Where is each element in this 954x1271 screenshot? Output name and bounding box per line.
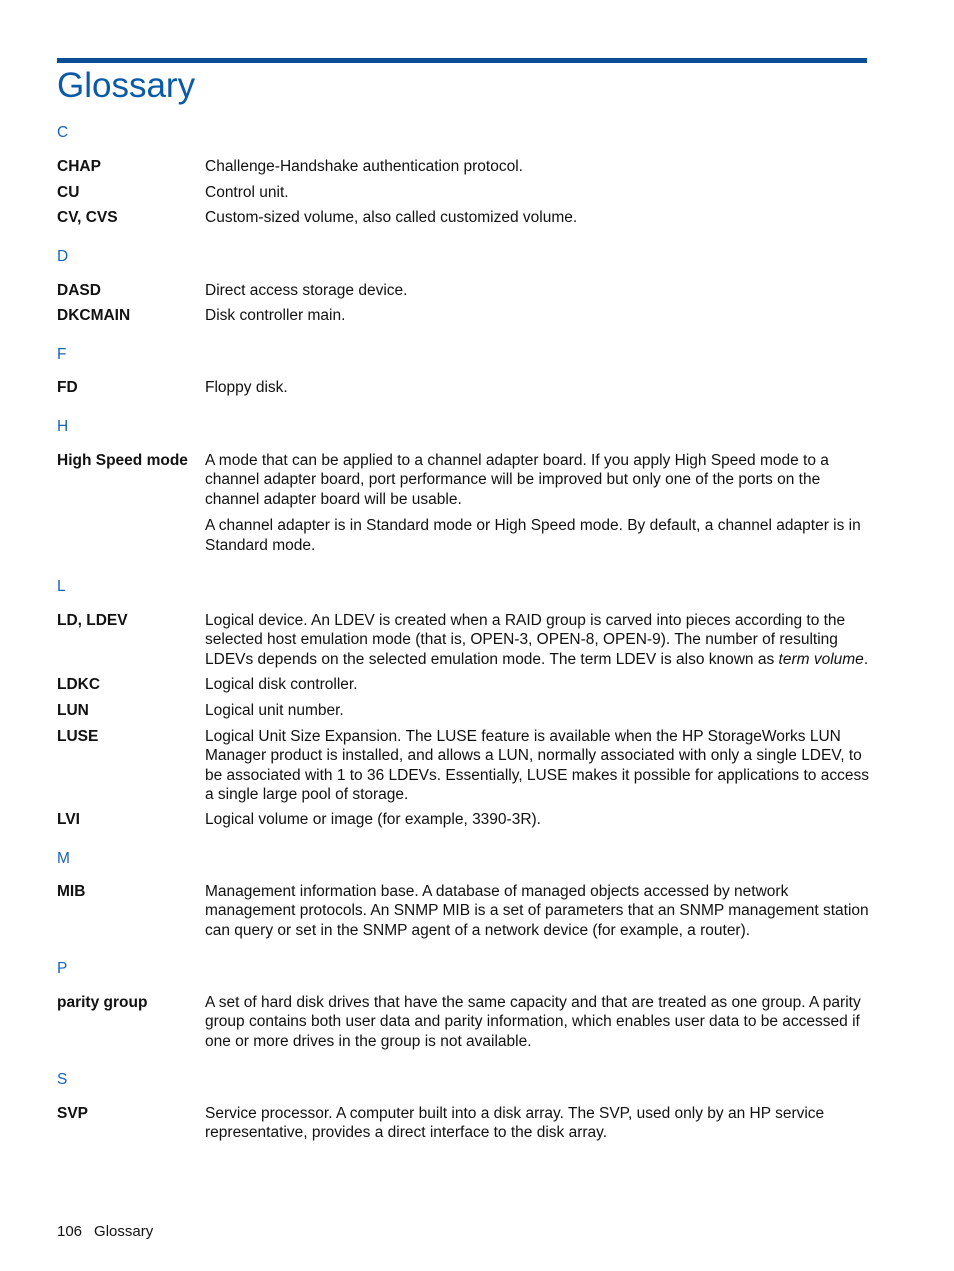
definition-mib: Management information base. A database of managed objects accessed by network management protocols. An SNMP MIB is a set of parameters that an SNMP management station can query or set in the SNMP agent of a network device (for example, a router). [205, 883, 869, 939]
section-letter-d: D [57, 248, 69, 265]
definition-dkcmain: Disk controller main. [205, 307, 346, 324]
term-luse: LUSE [57, 728, 99, 745]
term-ld-ldev: LD, LDEV [57, 612, 128, 629]
page-title: Glossary [57, 66, 196, 105]
definition-lvi: Logical volume or image (for example, 3390-3R). [205, 811, 541, 828]
term-high-speed-mode: High Speed mode [57, 452, 188, 469]
term-ldkc: LDKC [57, 676, 101, 693]
definition-ld-ldev: Logical device. An LDEV is created when a RAID group is carved into pieces according to the selected host emulation mode (that is, OPEN-3, OPEN-8, OPEN-9). The number of resulting LDEVs depends on the selected emulation mode. The term LDEV is also known as term volume. [205, 612, 869, 668]
term-parity-group: parity group [57, 994, 148, 1011]
title-rule [57, 58, 867, 63]
italic-term-volume: term volume [778, 650, 864, 668]
term-svp: SVP [57, 1105, 89, 1122]
definition-cv-cvs: Custom-sized volume, also called customized volume. [205, 209, 578, 226]
term-mib: MIB [57, 883, 86, 900]
section-letter-m: M [57, 850, 70, 867]
section-letter-f: F [57, 346, 67, 363]
term-chap: CHAP [57, 158, 101, 175]
definition-chap: Challenge-Handshake authentication protocol. [205, 158, 523, 175]
section-letter-s: S [57, 1071, 68, 1088]
term-lun: LUN [57, 702, 89, 719]
definition-lun: Logical unit number. [205, 702, 344, 719]
term-dasd: DASD [57, 282, 101, 299]
page-number: 106 [57, 1223, 83, 1240]
definition-luse: Logical Unit Size Expansion. The LUSE feature is available when the HP StorageWorks LUN Manager product is installed, and allows a LUN, normally associated with only a single LDEV, to be associated with 1 to 36 LDEVs. Essentially, LUSE makes it possible for applications to access a single large pool of storage. [205, 728, 869, 804]
term-fd: FD [57, 379, 78, 396]
definition-high-speed-mode: A mode that can be applied to a channel adapter board. If you apply High Speed mode to a channel adapter board, port performance will be improved but only one of the ports on the channel adapter board will be usable. A channel adapter is in Standard mode or High Speed mode. By default, a channel adapter is in Standard mode. [205, 452, 861, 554]
page-footer [57, 1222, 153, 1241]
term-lvi: LVI [57, 811, 80, 828]
section-letter-l: L [57, 578, 66, 595]
term-cu: CU [57, 184, 80, 201]
definition-parity-group: A set of hard disk drives that have the same capacity and that are treated as one group. A parity group contains both user data and parity information, which enables user data to be accessed if one or more drives in the group is not available. [205, 994, 861, 1050]
term-dkcmain: DKCMAIN [57, 307, 131, 324]
definition-dasd: Direct access storage device. [205, 282, 408, 299]
section-letter-h: H [57, 418, 69, 435]
definition-fd: Floppy disk. [205, 379, 288, 396]
footer-section-name: Glossary [94, 1223, 154, 1240]
definition-ldkc: Logical disk controller. [205, 676, 358, 693]
definition-svp: Service processor. A computer built into a disk array. The SVP, used only by an HP service representative, provides a direct interface to the disk array. [205, 1105, 825, 1142]
section-letter-c: C [57, 124, 69, 141]
definition-cu: Control unit. [205, 184, 289, 201]
section-letter-p: P [57, 960, 68, 977]
term-cv-cvs: CV, CVS [57, 209, 118, 226]
